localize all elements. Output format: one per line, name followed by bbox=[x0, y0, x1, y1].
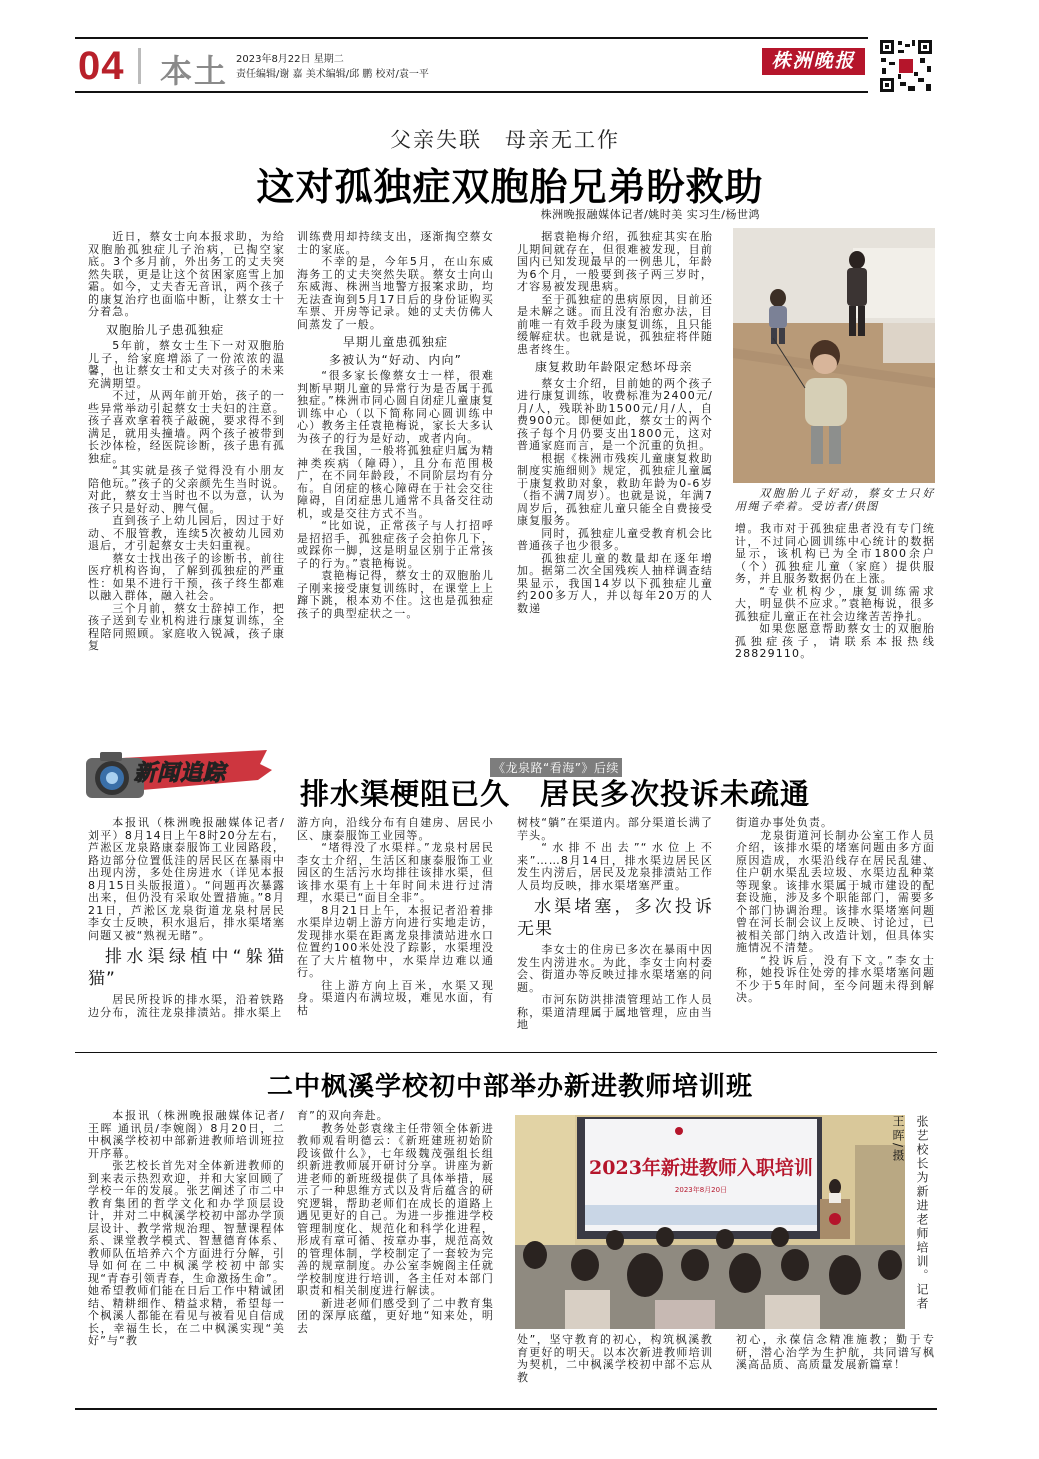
article-column bbox=[736, 1334, 935, 1372]
paragraph: 张艺校长首先对全体新进教师的到来表示热烈欢迎，并和大家回顾了学校一年的发展。张艺阐述了市二中教育集团的哲学文化和办学顶层设计，并对二中枫溪学校初中部办学顶层设计、教学常规治理、智慧课程体系、课堂教学模式、智慧德育体系、教师队伍培养六个方面进行分解，引导如何在二中枫溪学校初中部实现“青春引领青春，生命激扬生命”。她希望教师们能在日后工作中精诚团结、精耕细作、精益求精，希望每一个枫溪人都能在看见与被看见自信成长，幸福生长，在二中枫溪实现“美好”与“教 bbox=[88, 1159, 285, 1347]
paragraph: 蔡女士找出孩子的诊断书，前往医疗机构咨询，了解到孤独症的严重性：如果不进行干预，孩子终生都难以融入群体，融入社会。 bbox=[88, 551, 285, 602]
paragraph: 本报讯（株洲晚报融媒体记者/刘平）8月14日上午8时20分左右，芦淞区龙泉路康泰服饰工业园路段，路边部分位置低洼的居民区在暴雨中出现内涝，多处住房进水（详见本报8月15日头版报道）。“问题再次暴露出来，但仍没有采取处置措施。”8月21日，芦淞区龙泉街道龙泉村居民李女士反映，积水退后，排水渠堵塞问题又被“熟视无睹”。 bbox=[88, 816, 285, 942]
section-divider bbox=[75, 1052, 937, 1053]
training-photo bbox=[515, 1115, 905, 1329]
paragraph: 5年前，蔡女士生下一对双胞胎儿子，给家庭增添了一份浓浓的温馨，也让蔡女士和丈夫对孩子的未来充满期望。 bbox=[88, 339, 285, 390]
article-headline: 这对孤独症双胞胎兄弟盼救助 bbox=[256, 165, 764, 209]
paragraph: “专业机构少，康复训练需求大，明显供不应求。”袁艳梅说，很多孤独症儿童正在社会边缘苦苦挣扎。 bbox=[735, 584, 935, 623]
paragraph: 同时，孤独症儿童受教育机会比普通孩子也少很多。 bbox=[517, 526, 713, 552]
header-divider bbox=[138, 48, 141, 84]
subheading: 康复救助年龄限定愁坏母亲 bbox=[535, 360, 693, 374]
paragraph: 在我国，一般将孤独症归属为精神类疾病（障碍），且分布范围极广，在不同年龄段，不同阶层均有分布。自闭症的核心障碍在于社会交往障碍，自闭症患儿通常不具备交往动机，或是交往方式不当。 bbox=[297, 444, 494, 520]
paragraph: “其实就是孩子觉得没有小朋友陪他玩。”孩子的父亲颜先生当时说。对此，蔡女士当时也不以为意，认为孩子只是好动、脾气倔。 bbox=[88, 464, 285, 515]
editor-credits: 责任编辑/谢 嘉 美术编辑/邱 鹏 校对/袁一平 bbox=[236, 69, 429, 80]
subheading: 早期儿童患孤独症 bbox=[342, 335, 449, 349]
paragraph: 蔡女士介绍，目前她的两个孩子进行康复训练，收费标准为2400元/月/人，残联补助1500元/月/人，自费900元。即便如此，蔡女士的两个孩子每个月仍要支出1800元，这对普通家庭而言，是一个沉重的负担。 bbox=[517, 376, 713, 452]
paragraph: 龙泉街道河长制办公室工作人员介绍，该排水渠的堵塞问题由多方面原因造成，水渠沿线存在居民乱建、住户朝水渠乱丢垃圾、水渠边乱种菜等现象。该排水渠属于城市建设的配套设施，涉及多个职能部门，需要多个部门协调治理。该排水渠堵塞问题曾在河长制会议上反映、讨论过，已被相关部门纳入改造计划，但具体实施情况不清楚。 bbox=[736, 828, 935, 954]
subheading: 水渠堵塞，多次投诉无果 bbox=[517, 897, 713, 939]
paragraph: 树枝“躺”在渠道内。部分渠道长满了芋头。 bbox=[517, 816, 713, 842]
article-column bbox=[88, 1110, 285, 1348]
article-column bbox=[88, 231, 285, 653]
paragraph: 如果您愿意帮助蔡女士的双胞胎孤独症孩子，请联系本报热线28829110。 bbox=[735, 622, 935, 660]
paragraph: 新进老师们感受到了二中教育集团的深厚底蕴，更好地“知来处，明去 bbox=[297, 1296, 494, 1335]
screen-title: 2023年新进教师入职培训 bbox=[589, 1157, 813, 1179]
paragraph: 据袁艳梅介绍，孤独症其实在胎儿期间就存在，但很难被发现，目前国内已知发现最早的一例患儿，年龄为6个月，一般要到孩子两三岁时，才容易被发现患病。 bbox=[517, 230, 713, 293]
article-column bbox=[297, 817, 494, 1017]
article-headline: 排水渠梗阻已久 居民多次投诉未疏通 bbox=[300, 777, 811, 811]
article-column bbox=[88, 817, 285, 1019]
paragraph: “水排不出去”“水位上不来”……8月14日，排水渠边居民区发生内涝后，居民及龙泉排渍站工作人员均反映，排水渠堵塞严重。 bbox=[517, 841, 713, 892]
paragraph: 袁艳梅记得，蔡女士的双胞胎儿子刚来接受康复训练时，在课堂上上蹿下跳，根本劝不住。这也是孤独症孩子的典型症状之一。 bbox=[297, 569, 494, 620]
paragraph: 本报讯（株洲晚报融媒体记者/王晖 通讯员/李婉阁）8月20日，二中枫溪学校初中部新进教师培训班拉开序幕。 bbox=[88, 1109, 285, 1160]
subheading: 双胞胎儿子患孤独症 bbox=[106, 322, 225, 337]
paragraph: 游方向，沿线分布有自建房、居民小区、康泰服饰工业园等。 bbox=[297, 816, 494, 842]
article-column bbox=[297, 231, 494, 620]
paragraph: 教务处彭袁缘主任带领全体新进教师观看明德云：《新班建班初始阶段该做什么》，七年级魏茂强组长组织新进教师展开研讨分享。讲座为新进老师的新班级提供了具体举措，展示了一种思维方式以及背后蕴含的研究逻辑，帮助老师们在成长的道路上遇见更好的自己。为进一步推进学校管理制度化、规范化和科学化进程，形成有章可循、按章办事，规范高效的管理体制，学校制定了一套较为完善的规章制度。办公室李婉阁主任就学校制度进行培训，各主任对本部门职责和相关制度进行解读。 bbox=[297, 1121, 494, 1297]
footer-rule bbox=[75, 1408, 937, 1410]
paragraph: 三个月前，蔡女士辞掉工作，把孩子送到专业机构进行康复训练，全程陪同照顾。家庭收入锐减，孩子康复 bbox=[88, 601, 285, 652]
subheading: 排水渠绿植中“躲猫猫” bbox=[88, 947, 285, 989]
paragraph: 至于孤独症的患病原因，目前还是未解之谜。而且没有治愈办法，目前唯一有效手段为康复训练，且只能缓解症状。也就是说，孤独症将伴随患者终生。 bbox=[517, 292, 713, 356]
article-column bbox=[517, 1334, 713, 1384]
paragraph: 处”，坚守教育的初心，构筑枫溪教育更好的明天。以本次新进教师培训为契机，二中枫溪学校初中部不忘从教 bbox=[517, 1333, 713, 1384]
paragraph: 街道办事处负责。 bbox=[736, 816, 834, 829]
badge-label: 新闻追踪 bbox=[134, 761, 227, 786]
article-column bbox=[517, 231, 713, 615]
article-headline: 二中枫溪学校初中部举办新进教师培训班 bbox=[266, 1072, 753, 1102]
paragraph: 往上游方向上百米，水渠又现身。渠道内布满垃圾，难见水面，有枯 bbox=[297, 978, 494, 1017]
paragraph: 市河东防洪排渍管理站工作人员称，渠道清理属于属地管理，应由当地 bbox=[517, 993, 713, 1031]
paragraph: 直到孩子上幼儿园后，因过于好动、不服管教，连续5次被幼儿园劝退后，才引起蔡女士夫妇重视。 bbox=[88, 514, 285, 552]
paragraph: “堵得没了水渠样。”龙泉村居民李女士介绍，生活区和康泰服饰工业园区的生活污水均排往该排水渠，但该排水渠有上十年时间未进行过清理，水渠已“面目全非”。 bbox=[297, 841, 494, 904]
paragraph: 不过，从两年前开始，孩子的一些异常举动引起蔡女士夫妇的注意。孩子喜欢拿着筷子敲碗，要求得不到满足，就用头撞墙。两个孩子被带到长沙体检，经医院诊断，孩子患有孤独症。 bbox=[88, 389, 285, 465]
article-byline: 株洲晚报融媒体记者/姚时美 实习生/杨世鸿 bbox=[540, 208, 760, 221]
photo-caption: 张艺校长为新进老师培训。记者 王晖/摄 bbox=[891, 1115, 929, 1311]
article-column bbox=[297, 1110, 494, 1335]
paragraph: 初心，永葆信念精准施教；勤于专研，潜心治学为生护航，共同谱写枫溪高品质、高质量发展新篇章！ bbox=[736, 1333, 935, 1371]
article-column-body bbox=[735, 523, 935, 661]
subheading: 多被认为“好动、内向” bbox=[328, 352, 463, 367]
qr-code-icon[interactable] bbox=[878, 38, 934, 94]
article-column bbox=[736, 817, 935, 1005]
news-tracking-badge bbox=[82, 742, 272, 804]
article-column bbox=[735, 488, 935, 661]
paragraph: 训练费用却持续支出，逐渐掏空蔡女士的家底。 bbox=[297, 230, 494, 256]
paragraph: 8月21日上午，本报记者沿着排水渠岸边朝上游方向进行实地走访，发现排水渠在距离龙泉排渍站进水口位置约100米处没了踪影，水渠埋没在了大片植物中，水渠岸边难以通行。 bbox=[297, 903, 494, 979]
paragraph: “投诉后，没有下文。”李女士称，她投诉住处旁的排水渠堵塞问题不少于5年时间，至今问题未得到解决。 bbox=[736, 953, 935, 1004]
newspaper-logo: 株洲晚报 bbox=[762, 48, 865, 75]
paragraph: 增。我市对于孤独症患者没有专门统计，不过同心圆训练中心统计的数据显示，该机构已为全市1800余户（个）孤独症儿童（家庭）提供服务，并且服务数据仍在上涨。 bbox=[735, 522, 935, 585]
photo-caption: 双胞胎儿子好动，蔡女士只好用绳子牵着。受访者/供图 bbox=[735, 487, 935, 513]
paragraph: “很多家长像蔡女士一样，很难判断早期儿童的异常行为是否属于孤独症。”株洲市同心圆自闭症儿童康复训练中心（以下简称同心圆训练中心）教务主任袁艳梅说，家长大多认为孩子的行为是好动，或者内向。 bbox=[297, 369, 494, 445]
issue-date: 2023年8月22日 星期二 bbox=[236, 54, 344, 65]
page-number: 04 bbox=[78, 44, 125, 88]
screen-date: 2023年8月20日 bbox=[674, 1186, 728, 1194]
article-kicker: 《龙泉路“看海”》后续 bbox=[490, 758, 622, 777]
twins-photo bbox=[733, 228, 935, 483]
article-column bbox=[517, 817, 713, 1032]
article-kicker: 父亲失联 母亲无工作 bbox=[390, 128, 620, 152]
paragraph: 根据《株洲市残疾儿童康复救助制度实施细则》规定，孤独症儿童属于康复救助对象，救助年龄为0-6岁（指不满7周岁）。也就是说，年满7周岁后，孤独症儿童只能全自费接受康复服务。 bbox=[517, 451, 713, 527]
paragraph: 不幸的是，今年5月，在山东威海务工的丈夫突然失联。蔡女士向山东威海、株洲当地警方报案求助，均无法查询到5月17日后的身份证购买车票、开房等记录。她的丈夫仿佛人间蒸发了一般。 bbox=[297, 255, 494, 331]
header-top-rule bbox=[75, 37, 868, 39]
paragraph: 近日，蔡女士向本报求助，为给双胞胎孤独症儿子治病，已掏空家底。3个多月前，外出务工的丈夫突然失联，更是让这个贫困家庭雪上加霜。如今，丈夫杳无音讯，两个孩子的康复治疗也面临中断，让蔡女士十分着急。 bbox=[88, 230, 285, 318]
paragraph: 孤独症儿童的数量却在逐年增加。据第二次全国残疾人抽样调查结果显示，我国14岁以下孤独症儿童约200多万人，并以每年20万的人数递 bbox=[517, 551, 713, 615]
paragraph: 育”的双向奔赴。 bbox=[297, 1109, 389, 1122]
section-name: 本土 bbox=[160, 52, 229, 90]
paragraph: 李女士的住房已多次在暴雨中因发生内涝进水。为此，李女士向村委会、街道办等反映过排水渠堵塞的问题。 bbox=[517, 943, 713, 994]
paragraph: “比如说，正常孩子与人打招呼是招招手，孤独症孩子会拍你几下，或踩你一脚，这是明显区别于正常孩子的行为。”袁艳梅说。 bbox=[297, 519, 494, 570]
paragraph: 居民所投诉的排水渠，沿着铁路边分布，流往龙泉排渍站。排水渠上 bbox=[88, 993, 285, 1019]
